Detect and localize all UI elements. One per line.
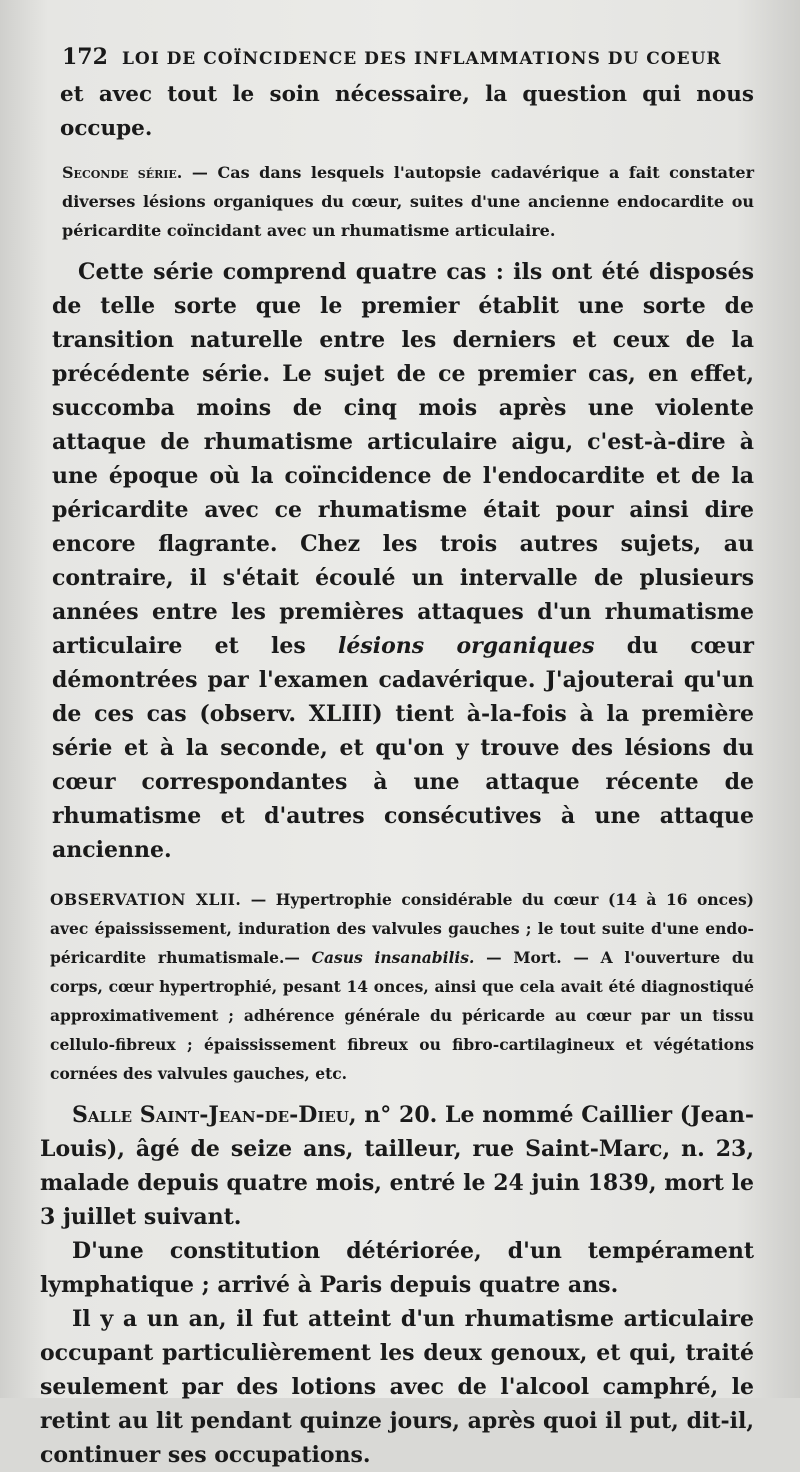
series-label: Seconde série. — [62, 163, 183, 182]
history-paragraph: Il y a un an, il fut atteint d'un rhumatisme articulaire occupant particulièrement les deux genoux, et qui, traité seulement par des lotions avec de l'alcool camphré, le retint au lit pendant quinze jours, après quoi il put, dit-il, continuer ses occupations. — [40, 1306, 754, 1468]
series-heading — [62, 158, 754, 245]
body-text-part-b: du cœur démontrées par l'examen cadavérique. J'ajouterai qu'un de ces cas (observ. XLIII) tient à-la-fois à la première série et à la seconde, et qu'on y trouve des lésions du cœur correspondantes à une attaque récente de rhumatisme et d'autres consécutives à une attaque ancienne. — [52, 633, 754, 863]
observation-text-a: — Hypertrophie considérable du cœur (14 à 16 onces) avec épaississement, induration des valvules gauches ; le tout suite d'une endo-péricardite rhumatismale.— — [50, 890, 755, 967]
running-title: LOI DE COÏNCIDENCE DES INFLAMMATIONS DU COEUR — [121, 49, 722, 69]
series-text: — Cas dans lesquels l'autopsie cadavérique a fait constater diverses lésions organiques du cœur, suites d'une ancienne endocardite ou péricardite coïncidant avec un rhumatisme articulaire. — [62, 163, 754, 240]
constitution-paragraph: D'une constitution détériorée, d'un tempérament lymphatique ; arrivé à Paris depuis quatre ans. — [40, 1238, 754, 1298]
observation-text-b: — Mort. — A l'ouverture du corps, cœur hypertrophié, pesant 14 onces, ainsi que cela avait été diagnostiqué approximativement ; adhérence générale du péricarde au cœur par un tissu cellulo-fibreux ; épaississement fibreux ou fibro-cartilagineux et végétations cornées des valvules gauches, etc. — [50, 948, 754, 1083]
body-emphasis: lésions organiques — [338, 633, 595, 659]
running-head — [62, 44, 754, 78]
lead-line: et avec tout le soin nécessaire, la question qui nous occupe. — [60, 82, 754, 141]
salle-label: Salle Saint-Jean-de-Dieu — [72, 1102, 349, 1128]
observation-summary — [50, 885, 754, 1088]
observation-title: OBSERVATION XLII. — [50, 890, 242, 909]
page-number: 172 — [62, 44, 108, 70]
case-paragraph — [40, 1098, 754, 1234]
observation-emphasis: Casus insanabilis. — [311, 948, 475, 967]
body-paragraph — [52, 255, 754, 867]
body-text-part-a: Cette série comprend quatre cas : ils ont été disposés de telle sorte que le premier établit une sorte de transition naturelle entre les derniers et ceux de la précédente série. Le sujet de ce premier cas, en effet, succomba moins de cinq mois après une violente attaque de rhumatisme articulaire aigu, c'est-à-dire à une époque où la coïncidence de l'endocardite et de la péricardite avec ce rhumatisme était pour ainsi dire encore flagrante. Chez les trois autres sujets, au contraire, il s'était écoulé un intervalle de plusieurs années entre les premières attaques d'un rhumatisme articulaire et les — [52, 259, 754, 659]
case-text: , n° 20. Le nommé Caillier (Jean-Louis), âgé de seize ans, tailleur, rue Saint-Marc, n. 23, malade depuis quatre mois, entré le 24 juin 1839, mort le 3 juillet suivant. — [40, 1102, 754, 1230]
